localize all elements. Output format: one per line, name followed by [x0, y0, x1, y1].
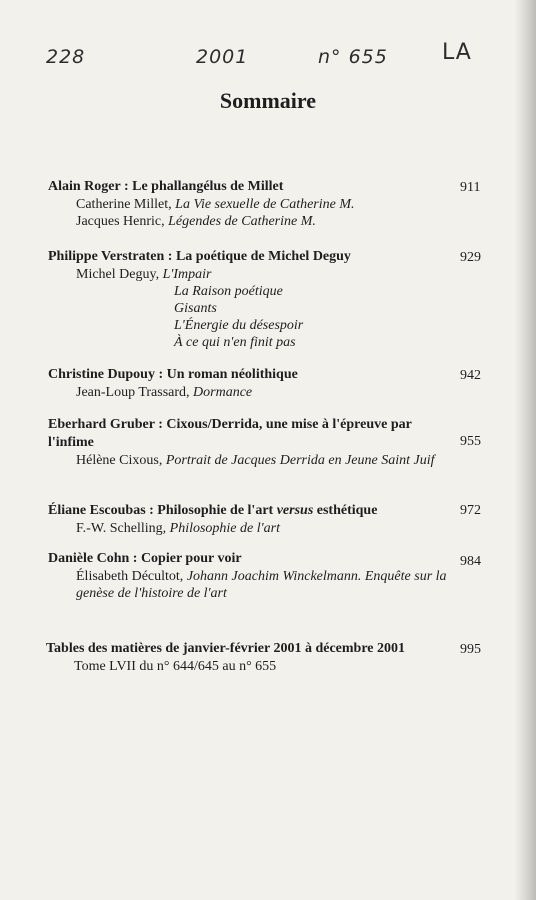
toc-entry-tables — [46, 640, 466, 675]
entry-reference: Tome LVII du n° 644/645 au n° 655 — [74, 659, 277, 674]
handwritten-note: n° 655 — [318, 46, 388, 68]
entry-work: Gisants — [174, 301, 217, 316]
entry-reference: Jean-Loup Trassard, Dormance — [76, 385, 253, 400]
entry-heading: Alain Roger : Le phallangélus de Millet — [48, 179, 284, 194]
entry-heading: Tables des matières de janvier-février 2001 à décembre 2001 — [46, 641, 406, 656]
toc-entry — [48, 248, 488, 351]
handwritten-note: 2001 — [196, 46, 249, 68]
toc-entry — [48, 416, 488, 469]
page-number: 929 — [460, 250, 481, 265]
entry-heading: Christine Dupouy : Un roman néolithique — [48, 367, 298, 382]
page-number: 942 — [460, 368, 481, 383]
page-number: 972 — [460, 503, 481, 518]
page-number: 955 — [460, 434, 481, 449]
entry-heading: Éliane Escoubas : Philosophie de l'art versus esthétique — [48, 503, 378, 518]
entry-heading: Eberhard Gruber : Cixous/Derrida, une mise à l'épreuve par l'infime — [48, 417, 412, 450]
toc-entry — [48, 550, 488, 602]
entry-work: L'Énergie du désespoir — [174, 318, 304, 333]
entry-work: À ce qui n'en finit pas — [174, 335, 296, 350]
entry-reference: Jacques Henric, Légendes de Catherine M. — [76, 214, 316, 229]
handwritten-note: LA — [442, 40, 472, 65]
page-number: 911 — [460, 180, 481, 195]
entry-heading: Danièle Cohn : Copier pour voir — [48, 551, 242, 566]
page-number: 984 — [460, 554, 481, 569]
entry-reference: Élisabeth Décultot, Johann Joachim Winckelmann. Enquête sur la genèse de l'histoire de l'art — [76, 569, 447, 601]
page-edge-shadow — [514, 0, 536, 900]
entry-reference: Michel Deguy, L'Impair — [76, 267, 212, 282]
handwritten-note: 228 — [46, 46, 86, 68]
entry-reference: Hélène Cixous, Portrait de Jacques Derrida en Jeune Saint Juif — [76, 453, 435, 468]
toc-entry — [48, 366, 488, 401]
entry-work: La Raison poétique — [174, 284, 283, 299]
entry-heading: Philippe Verstraten : La poétique de Michel Deguy — [48, 249, 351, 264]
entry-reference: Catherine Millet, La Vie sexuelle de Catherine M. — [76, 197, 355, 212]
entry-reference: F.-W. Schelling, Philosophie de l'art — [76, 521, 280, 536]
toc-entry — [48, 178, 488, 230]
toc-entry — [48, 502, 488, 537]
page-title: Sommaire — [219, 88, 317, 113]
page-number: 995 — [460, 642, 481, 657]
